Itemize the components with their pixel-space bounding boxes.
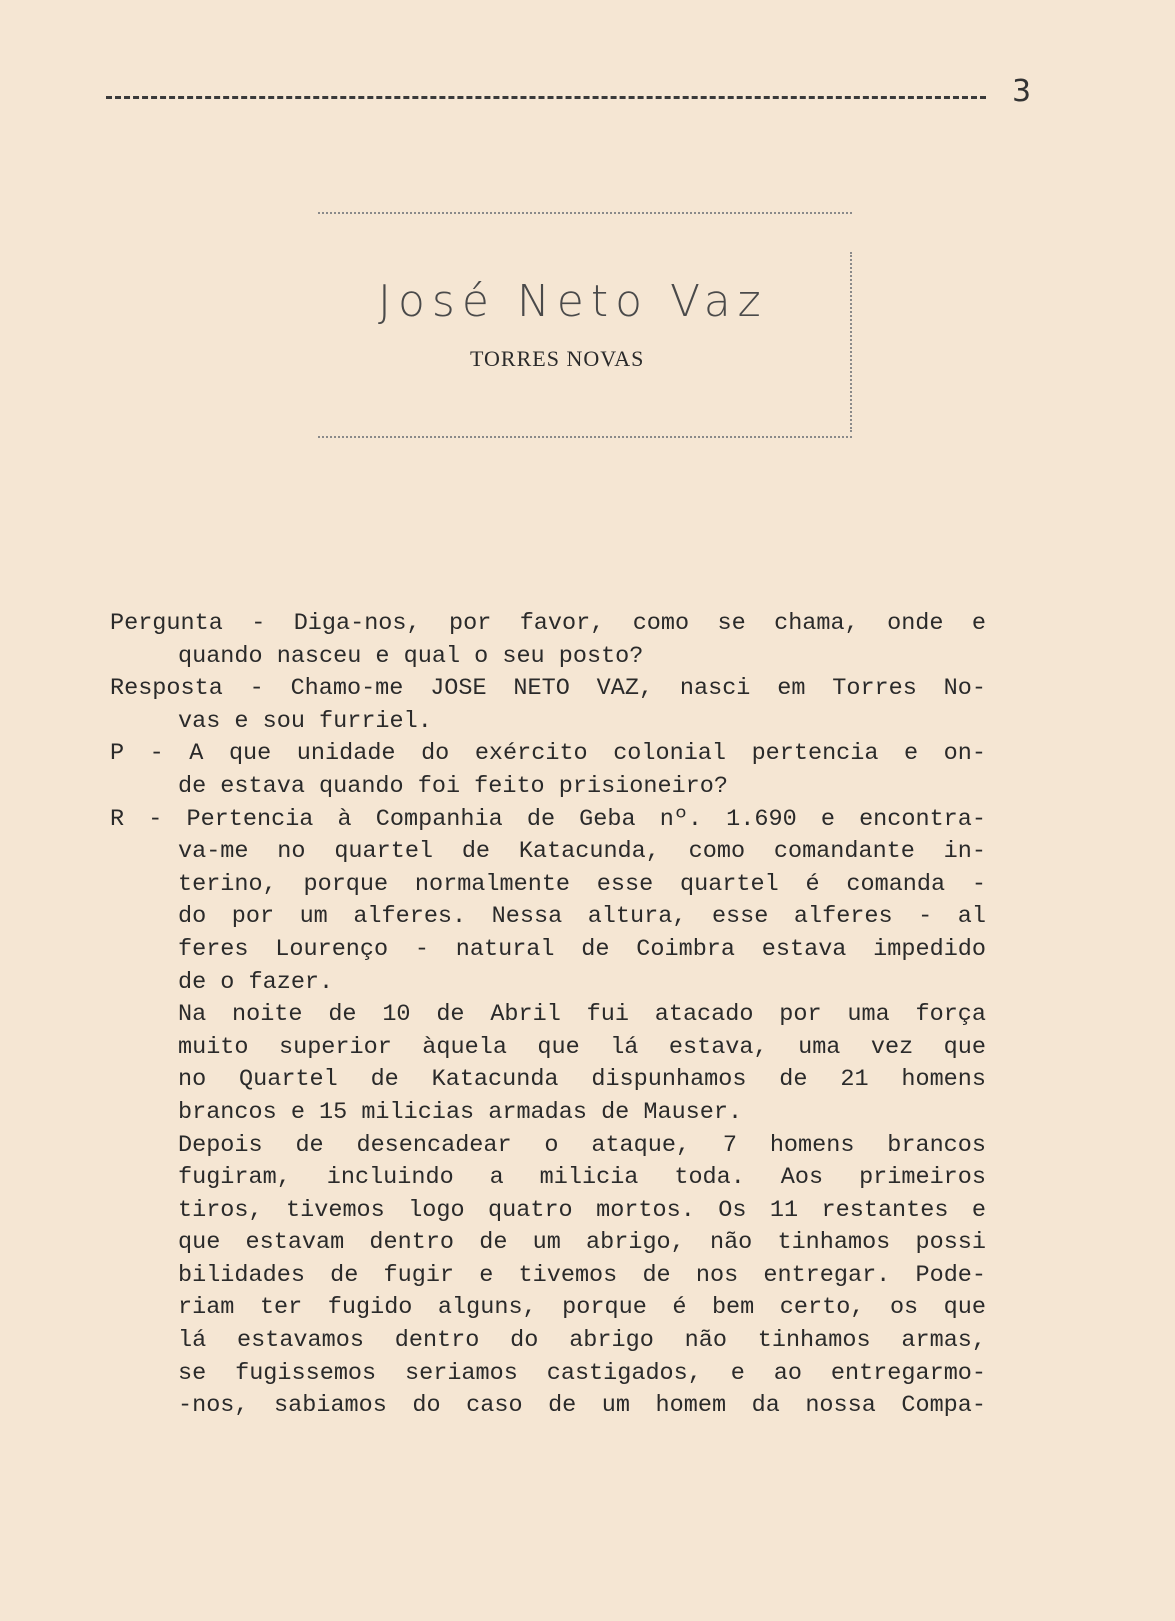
text-line: Pergunta - Diga-nos, por favor, como se chama, onde e <box>110 610 986 637</box>
text-line: P - A que unidade do exército colonial pertencia e on- <box>110 740 986 768</box>
text-line: vas e sou furriel. <box>178 707 432 735</box>
text-line: muito superior àquela que lá estava, uma vez que <box>178 1033 986 1061</box>
text-line: Depois de desencadear o ataque, 7 homens brancos <box>178 1131 986 1159</box>
title-block <box>318 212 852 440</box>
title-block-top-border <box>318 212 852 214</box>
text-line: quando nasceu e qual o seu posto? <box>178 642 644 670</box>
text-line: do por um alferes. Nessa altura, esse alferes - al <box>178 903 986 931</box>
text-line: va-me no quartel de Katacunda, como comandante in- <box>178 838 986 866</box>
text-line: lá estavamos dentro do abrigo não tinhamos armas, <box>178 1327 986 1355</box>
text-line: brancos e 15 milicias armadas de Mauser. <box>178 1098 743 1126</box>
interviewee-name: José Neto Vaz <box>378 276 768 327</box>
text-line: tiros, tivemos logo quatro mortos. Os 11 restantes e <box>178 1196 986 1224</box>
text-line: fugiram, incluindo a milicia toda. Aos primeiros <box>178 1164 986 1192</box>
text-line: de o fazer. <box>178 968 334 996</box>
text-line: que estavam dentro de um abrigo, não tinhamos possi <box>178 1229 986 1257</box>
text-line: se fugissemos seriamos castigados, e ao entregarmo- <box>178 1359 986 1387</box>
text-line: feres Lourenço - natural de Coimbra estava impedido <box>178 935 986 963</box>
text-line: Resposta - Chamo-me JOSE NETO VAZ, nasci em Torres No- <box>110 675 986 703</box>
text-line: R - Pertencia à Companhia de Geba nº. 1.690 e encontra- <box>110 805 986 833</box>
text-line: Na noite de 10 de Abril fui atacado por uma força <box>178 1001 986 1029</box>
page-number: 3 <box>1012 74 1032 109</box>
title-block-right-border <box>850 252 852 432</box>
interview-text <box>110 608 990 1423</box>
text-line: riam ter fugido alguns, porque é bem certo, os que <box>178 1294 986 1322</box>
title-block-bottom-border <box>318 436 852 438</box>
text-line: de estava quando foi feito prisioneiro? <box>178 772 728 800</box>
text-line: -nos, sabiamos do caso de um homem da nossa Compa- <box>178 1392 986 1420</box>
header-rule <box>106 96 986 99</box>
text-line: no Quartel de Katacunda dispunhamos de 21 homens <box>178 1066 986 1094</box>
text-line: terino, porque normalmente esse quartel é comanda - <box>178 870 986 898</box>
interviewee-city: TORRES NOVAS <box>470 346 645 371</box>
text-line: bilidades de fugir e tivemos de nos entregar. Pode- <box>178 1261 986 1289</box>
